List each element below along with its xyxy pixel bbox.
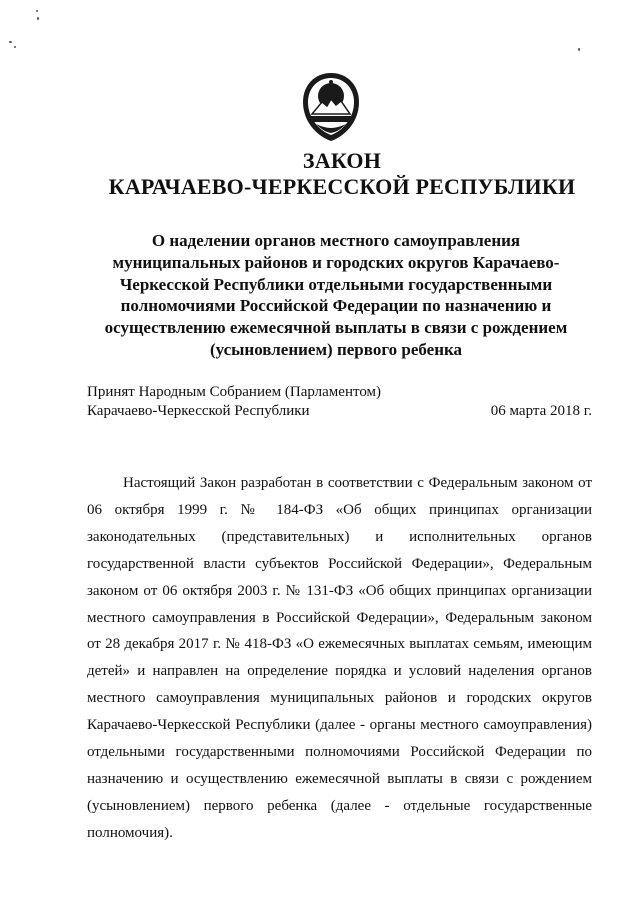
law-title: ЗАКОН (302, 148, 382, 173)
republic-name: КАРАЧАЕВО-ЧЕРКЕССКОЙ РЕСПУБЛИКИ (108, 174, 576, 199)
coat-of-arms-icon (298, 70, 364, 144)
law-subject: О наделении органов местного самоуправления муниципальных районов и городских округов Карачаево-Черкесской Республики отдельными государственными полномочиями Российской Федерации по назначению и осуществлению ежемесячной выплаты в связи с рождением (усыновлением) первого ребенка (104, 231, 568, 359)
scan-speck (9, 41, 12, 43)
adopted-by-line1: Принят Народным Собранием (Парламентом) (87, 384, 382, 400)
scan-speck (578, 48, 580, 51)
scan-speck (37, 17, 39, 20)
scan-speck (36, 10, 38, 12)
adopted-by-line2: Карачаево-Черкесской Республики (87, 403, 310, 419)
law-paragraph: Настоящий Закон разработан в соответствии с Федеральным законом от 06 октября 1999 г. № 184-ФЗ «Об общих принципах организации законодательных (представительных) и исполнительных органов государственной власти субъектов Российской Федерации», Федеральным законом от 06 октября 2003 г. № 131-ФЗ «Об общих принципах организации местного самоуправления в Российской Федерации», Федеральным законом от 28 декабря 2017 г. № 418-ФЗ «О ежемесячных выплатах семьям, имеющим детей» и направлен на определение порядка и условий наделения органов местного самоуправления муниципальных районов и городских округов Карачаево-Черкесской Республики (далее - органы местного самоуправления) отдельными государственными полномочиями Российской Федерации по назначению и осуществлению ежемесячной выплаты в связи с рождением (усыновлением) первого ребенка (далее - отдельные государственные полномочия). (87, 475, 592, 841)
adoption-date: 06 марта 2018 г. (490, 403, 592, 419)
scan-speck (14, 46, 16, 48)
adoption-block (87, 383, 592, 421)
